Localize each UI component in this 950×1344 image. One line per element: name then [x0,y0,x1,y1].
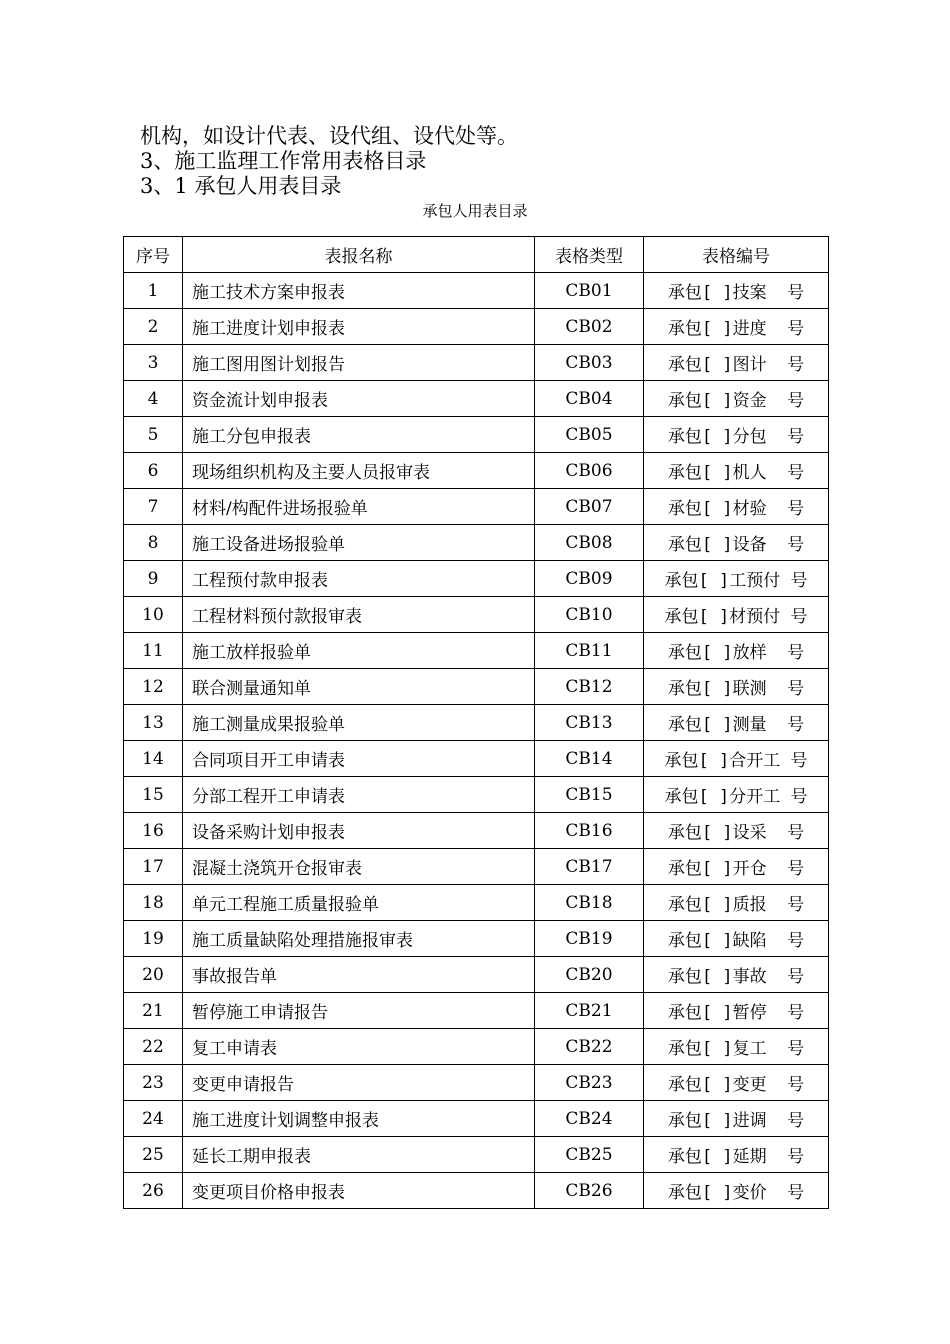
row-form-name: 施工设备进场报验单 [183,525,535,561]
subsection-heading: 3、1 承包人用表目录 [140,174,342,198]
row-form-type: CB17 [535,849,644,885]
row-form-name: 施工进度计划申报表 [183,309,535,345]
row-number: 19 [124,921,183,957]
row-number: 17 [124,849,183,885]
row-form-name: 复工申请表 [183,1029,535,1065]
row-form-type: CB09 [535,561,644,597]
row-form-code: 承包[ ]联测 号 [644,669,829,705]
row-number: 14 [124,741,183,777]
row-number: 25 [124,1137,183,1173]
table-row [124,705,829,741]
row-form-type: CB12 [535,669,644,705]
header-no: 序号 [124,237,183,273]
row-form-name: 工程材料预付款报审表 [183,597,535,633]
row-form-type: CB06 [535,453,644,489]
table-row [124,309,829,345]
row-form-type: CB18 [535,885,644,921]
table-row [124,273,829,309]
table-row [124,597,829,633]
header-name: 表报名称 [183,237,535,273]
table-row [124,921,829,957]
table-row [124,669,829,705]
row-form-type: CB14 [535,741,644,777]
row-number: 4 [124,381,183,417]
row-form-name: 事故报告单 [183,957,535,993]
table-row [124,417,829,453]
row-form-code: 承包[ ]开仓 号 [644,849,829,885]
table-row [124,381,829,417]
row-form-name: 联合测量通知单 [183,669,535,705]
row-form-code: 承包[ ]事故 号 [644,957,829,993]
row-form-type: CB15 [535,777,644,813]
row-number: 18 [124,885,183,921]
row-number: 6 [124,453,183,489]
row-form-name: 施工测量成果报验单 [183,705,535,741]
row-form-code: 承包[ ]缺陷 号 [644,921,829,957]
row-form-code: 承包[ ]延期 号 [644,1137,829,1173]
table-row [124,777,829,813]
row-form-type: CB04 [535,381,644,417]
row-form-type: CB11 [535,633,644,669]
paragraph-line: 机构，如设计代表、设代组、设代处等。 [140,124,518,148]
row-form-code: 承包[ ]复工 号 [644,1029,829,1065]
table-row [124,1137,829,1173]
row-form-name: 施工技术方案申报表 [183,273,535,309]
row-form-name: 混凝土浇筑开仓报审表 [183,849,535,885]
row-number: 24 [124,1101,183,1137]
row-number: 26 [124,1173,183,1209]
row-form-type: CB10 [535,597,644,633]
row-form-name: 材料/构配件进场报验单 [183,489,535,525]
row-form-type: CB25 [535,1137,644,1173]
table-row [124,813,829,849]
row-number: 12 [124,669,183,705]
row-number: 16 [124,813,183,849]
table-row [124,993,829,1029]
row-form-code: 承包[ ]分开工 号 [644,777,829,813]
row-form-name: 资金流计划申报表 [183,381,535,417]
row-number: 2 [124,309,183,345]
row-number: 11 [124,633,183,669]
row-form-name: 暂停施工申请报告 [183,993,535,1029]
row-form-type: CB05 [535,417,644,453]
row-form-name: 变更申请报告 [183,1065,535,1101]
header-type: 表格类型 [535,237,644,273]
row-form-code: 承包[ ]工预付 号 [644,561,829,597]
row-number: 9 [124,561,183,597]
row-form-type: CB01 [535,273,644,309]
row-number: 13 [124,705,183,741]
table-row [124,1065,829,1101]
row-form-name: 施工放样报验单 [183,633,535,669]
table-row [124,1029,829,1065]
header-code: 表格编号 [644,237,829,273]
row-form-code: 承包[ ]进调 号 [644,1101,829,1137]
table-row [124,633,829,669]
table-row [124,561,829,597]
row-number: 21 [124,993,183,1029]
row-form-code: 承包[ ]资金 号 [644,381,829,417]
row-form-code: 承包[ ]材预付 号 [644,597,829,633]
row-form-code: 承包[ ]质报 号 [644,885,829,921]
row-form-name: 现场组织机构及主要人员报审表 [183,453,535,489]
row-form-name: 单元工程施工质量报验单 [183,885,535,921]
row-form-name: 施工进度计划调整申报表 [183,1101,535,1137]
row-number: 1 [124,273,183,309]
row-form-code: 承包[ ]测量 号 [644,705,829,741]
row-form-name: 施工分包申报表 [183,417,535,453]
row-form-type: CB16 [535,813,644,849]
row-number: 23 [124,1065,183,1101]
row-form-code: 承包[ ]变价 号 [644,1173,829,1209]
table-row [124,453,829,489]
row-form-type: CB26 [535,1173,644,1209]
table-row [124,1101,829,1137]
row-form-name: 延长工期申报表 [183,1137,535,1173]
row-number: 10 [124,597,183,633]
table-row [124,489,829,525]
row-form-type: CB19 [535,921,644,957]
row-form-name: 施工图用图计划报告 [183,345,535,381]
row-form-type: CB08 [535,525,644,561]
table-row [124,1173,829,1209]
forms-table [123,236,829,1209]
row-form-type: CB23 [535,1065,644,1101]
row-form-code: 承包[ ]材验 号 [644,489,829,525]
row-form-code: 承包[ ]机人 号 [644,453,829,489]
row-form-code: 承包[ ]进度 号 [644,309,829,345]
row-form-type: CB13 [535,705,644,741]
row-form-code: 承包[ ]变更 号 [644,1065,829,1101]
row-form-type: CB20 [535,957,644,993]
row-number: 8 [124,525,183,561]
row-form-name: 变更项目价格申报表 [183,1173,535,1209]
row-form-type: CB22 [535,1029,644,1065]
row-form-code: 承包[ ]暂停 号 [644,993,829,1029]
table-row [124,525,829,561]
row-form-code: 承包[ ]技案 号 [644,273,829,309]
row-form-type: CB21 [535,993,644,1029]
row-form-name: 分部工程开工申请表 [183,777,535,813]
row-form-name: 工程预付款申报表 [183,561,535,597]
row-form-code: 承包[ ]设备 号 [644,525,829,561]
row-form-code: 承包[ ]合开工 号 [644,741,829,777]
row-form-name: 施工质量缺陷处理措施报审表 [183,921,535,957]
table-row [124,741,829,777]
row-number: 5 [124,417,183,453]
row-form-type: CB02 [535,309,644,345]
row-form-code: 承包[ ]放样 号 [644,633,829,669]
table-caption: 承包人用表目录 [422,202,528,220]
table-row [124,885,829,921]
row-number: 15 [124,777,183,813]
row-number: 7 [124,489,183,525]
table-row [124,957,829,993]
table-row [124,345,829,381]
section-heading: 3、施工监理工作常用表格目录 [140,149,427,173]
table-row [124,849,829,885]
table-header-row [124,237,829,273]
row-form-name: 设备采购计划申报表 [183,813,535,849]
row-number: 20 [124,957,183,993]
row-form-code: 承包[ ]图计 号 [644,345,829,381]
row-number: 3 [124,345,183,381]
row-form-type: CB07 [535,489,644,525]
row-form-code: 承包[ ]分包 号 [644,417,829,453]
row-form-name: 合同项目开工申请表 [183,741,535,777]
row-form-type: CB03 [535,345,644,381]
row-form-code: 承包[ ]设采 号 [644,813,829,849]
row-number: 22 [124,1029,183,1065]
row-form-type: CB24 [535,1101,644,1137]
